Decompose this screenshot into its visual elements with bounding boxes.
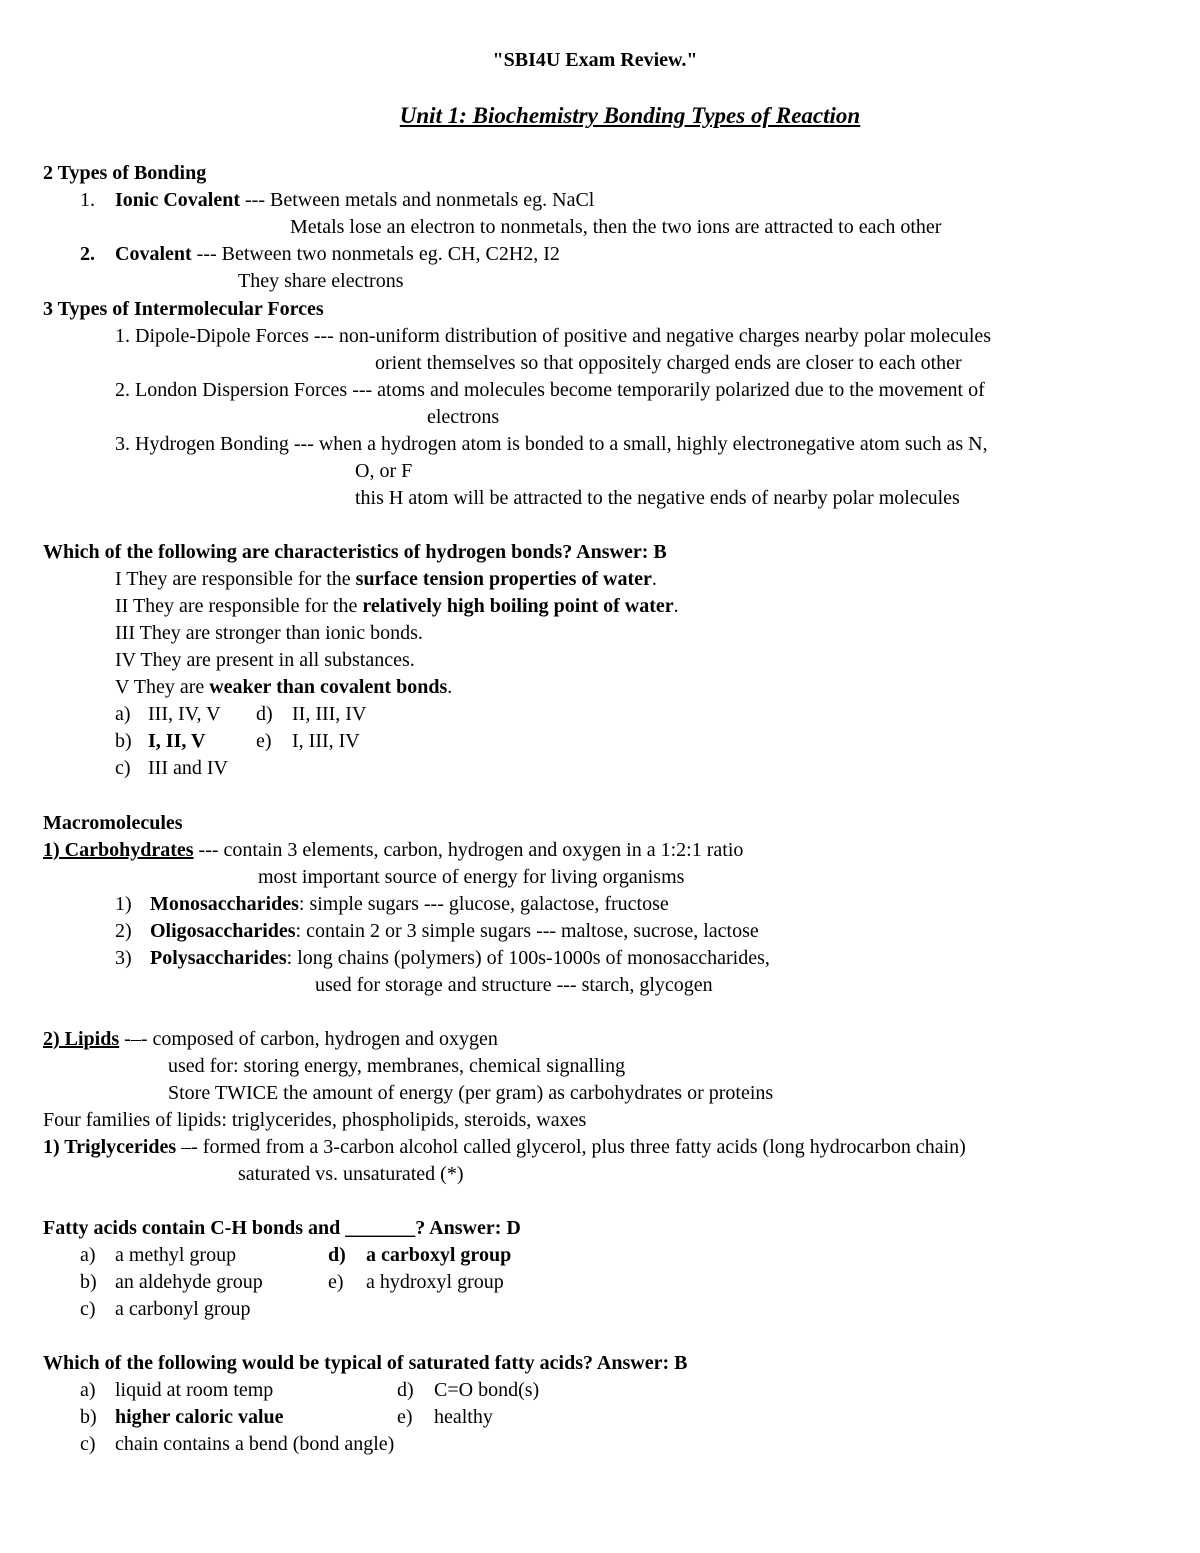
- hbond-line-3: this H atom will be attracted to the negative ends of nearby polar molecules: [355, 487, 960, 509]
- q2-option-d-label: d): [328, 1244, 346, 1266]
- ionic-number: 1.: [80, 189, 95, 211]
- q1-option-e: I, III, IV: [292, 730, 360, 752]
- ionic-term: Ionic Covalent: [115, 189, 240, 211]
- q1-s1-post: .: [651, 568, 657, 590]
- poly-text: : long chains (polymers) of 100s-1000s of monosaccharides,: [286, 947, 770, 969]
- covalent-number: 2.: [80, 243, 95, 265]
- q1-statement-3: III They are stronger than ionic bonds.: [115, 622, 423, 644]
- q1-s5-post: .: [447, 676, 453, 698]
- covalent-line: [115, 241, 560, 268]
- q3-option-b-label: b): [80, 1406, 97, 1428]
- q1-s2-post: .: [673, 595, 679, 617]
- q1-option-c-label: c): [115, 757, 131, 779]
- triglycerides-text: –- formed from a 3-carbon alcohol called glycerol, plus three fatty acids (long hydrocarbon chain): [176, 1136, 966, 1158]
- lipids-term: 2) Lipids: [43, 1028, 120, 1050]
- mono-term: Monosaccharides: [150, 893, 299, 915]
- unit-title: Unit 1: Biochemistry Bonding Types of Reaction: [399, 103, 861, 128]
- mono-text: : simple sugars --- glucose, galactose, fructose: [298, 893, 669, 915]
- q1-statement-1: [115, 566, 657, 593]
- q1-s2-bold: relatively high boiling point of water: [362, 595, 674, 617]
- macro-heading: Macromolecules: [43, 812, 183, 834]
- hbond-line-1: 3. Hydrogen Bonding --- when a hydrogen atom is bonded to a small, highly electronegative atom such as N,: [115, 433, 988, 455]
- hbond-line-2: O, or F: [355, 460, 413, 482]
- q1-option-c: III and IV: [148, 757, 228, 779]
- dipole-line-1: 1. Dipole-Dipole Forces --- non-uniform distribution of positive and negative charges nearby polar molecules: [115, 325, 992, 347]
- london-line-2: electrons: [427, 406, 500, 428]
- triglycerides-detail: saturated vs. unsaturated (*): [238, 1163, 464, 1185]
- q1-option-d: II, III, IV: [292, 703, 367, 725]
- covalent-term: Covalent: [115, 243, 192, 265]
- mono-number: 1): [115, 893, 132, 915]
- poly-line: [150, 945, 770, 972]
- q1-option-a: III, IV, V: [148, 703, 221, 725]
- dipole-line-2: orient themselves so that oppositely charged ends are closer to each other: [375, 352, 962, 374]
- lipids-storage: Store TWICE the amount of energy (per gram) as carbohydrates or proteins: [168, 1082, 774, 1104]
- london-line-1: 2. London Dispersion Forces --- atoms and molecules become temporarily polarized due to the movement of: [115, 379, 985, 401]
- carbohydrates-detail: most important source of energy for living organisms: [258, 866, 685, 888]
- carbohydrates-text: --- contain 3 elements, carbon, hydrogen and oxygen in a 1:2:1 ratio: [193, 839, 744, 861]
- q3-option-e: healthy: [434, 1406, 493, 1428]
- q1-option-b: I, II, V: [148, 730, 206, 752]
- q2-question: Fatty acids contain C-H bonds and _______? Answer: D: [43, 1217, 521, 1239]
- q2-option-c: a carbonyl group: [115, 1298, 251, 1320]
- document-title: "SBI4U Exam Review.": [492, 49, 698, 71]
- carbohydrates-line: [43, 837, 743, 864]
- covalent-text: --- Between two nonmetals eg. CH, C2H2, I2: [191, 243, 560, 265]
- lipids-text: -–- composed of carbon, hydrogen and oxygen: [119, 1028, 498, 1050]
- q1-s5-pre: V They are: [115, 676, 210, 698]
- q1-s1-pre: I They are responsible for the: [115, 568, 356, 590]
- q1-statement-5: [115, 674, 452, 701]
- q3-option-a-label: a): [80, 1379, 96, 1401]
- carbohydrates-term: 1) Carbohydrates: [43, 839, 194, 861]
- q3-option-d-label: d): [397, 1379, 414, 1401]
- q1-option-b-label: b): [115, 730, 132, 752]
- q1-option-d-label: d): [256, 703, 273, 725]
- q1-s2-pre: II They are responsible for the: [115, 595, 363, 617]
- bonding-heading: 2 Types of Bonding: [43, 162, 207, 184]
- q3-option-d: C=O bond(s): [434, 1379, 540, 1401]
- poly-detail: used for storage and structure --- starch, glycogen: [315, 974, 713, 996]
- q1-statement-4: IV They are present in all substances.: [115, 649, 415, 671]
- mono-line: [150, 891, 669, 918]
- q3-option-b: higher caloric value: [115, 1406, 284, 1428]
- triglycerides-term: 1) Triglycerides: [43, 1136, 177, 1158]
- q1-s1-bold: surface tension properties of water: [355, 568, 652, 590]
- q1-option-a-label: a): [115, 703, 131, 725]
- q3-option-c: chain contains a bend (bond angle): [115, 1433, 395, 1455]
- triglycerides-line: [43, 1134, 966, 1161]
- q2-option-b-label: b): [80, 1271, 97, 1293]
- q1-s5-bold: weaker than covalent bonds: [209, 676, 448, 698]
- q3-option-e-label: e): [397, 1406, 413, 1428]
- q2-option-e-label: e): [328, 1271, 344, 1293]
- oligo-line: [150, 918, 759, 945]
- q2-option-c-label: c): [80, 1298, 96, 1320]
- q3-question: Which of the following would be typical of saturated fatty acids? Answer: B: [43, 1352, 688, 1374]
- lipids-uses: used for: storing energy, membranes, chemical signalling: [168, 1055, 626, 1077]
- q1-statement-2: [115, 593, 679, 620]
- q2-option-d: a carboxyl group: [366, 1244, 512, 1266]
- ionic-detail: Metals lose an electron to nonmetals, then the two ions are attracted to each other: [290, 216, 942, 238]
- oligo-term: Oligosaccharides: [150, 920, 296, 942]
- q3-option-a: liquid at room temp: [115, 1379, 274, 1401]
- oligo-text: : contain 2 or 3 simple sugars --- maltose, sucrose, lactose: [295, 920, 759, 942]
- q2-option-b: an aldehyde group: [115, 1271, 263, 1293]
- q2-option-e: a hydroxyl group: [366, 1271, 504, 1293]
- lipid-families: Four families of lipids: triglycerides, phospholipids, steroids, waxes: [43, 1109, 587, 1131]
- oligo-number: 2): [115, 920, 132, 942]
- poly-term: Polysaccharides: [150, 947, 287, 969]
- q1-option-e-label: e): [256, 730, 272, 752]
- q3-option-c-label: c): [80, 1433, 96, 1455]
- ionic-text: --- Between metals and nonmetals eg. NaCl: [240, 189, 595, 211]
- q2-option-a: a methyl group: [115, 1244, 237, 1266]
- poly-number: 3): [115, 947, 132, 969]
- imf-heading: 3 Types of Intermolecular Forces: [43, 298, 324, 320]
- q2-option-a-label: a): [80, 1244, 96, 1266]
- lipids-line: [43, 1026, 498, 1053]
- ionic-line: [115, 187, 594, 214]
- q1-question: Which of the following are characteristics of hydrogen bonds? Answer: B: [43, 541, 667, 563]
- covalent-detail: They share electrons: [238, 270, 404, 292]
